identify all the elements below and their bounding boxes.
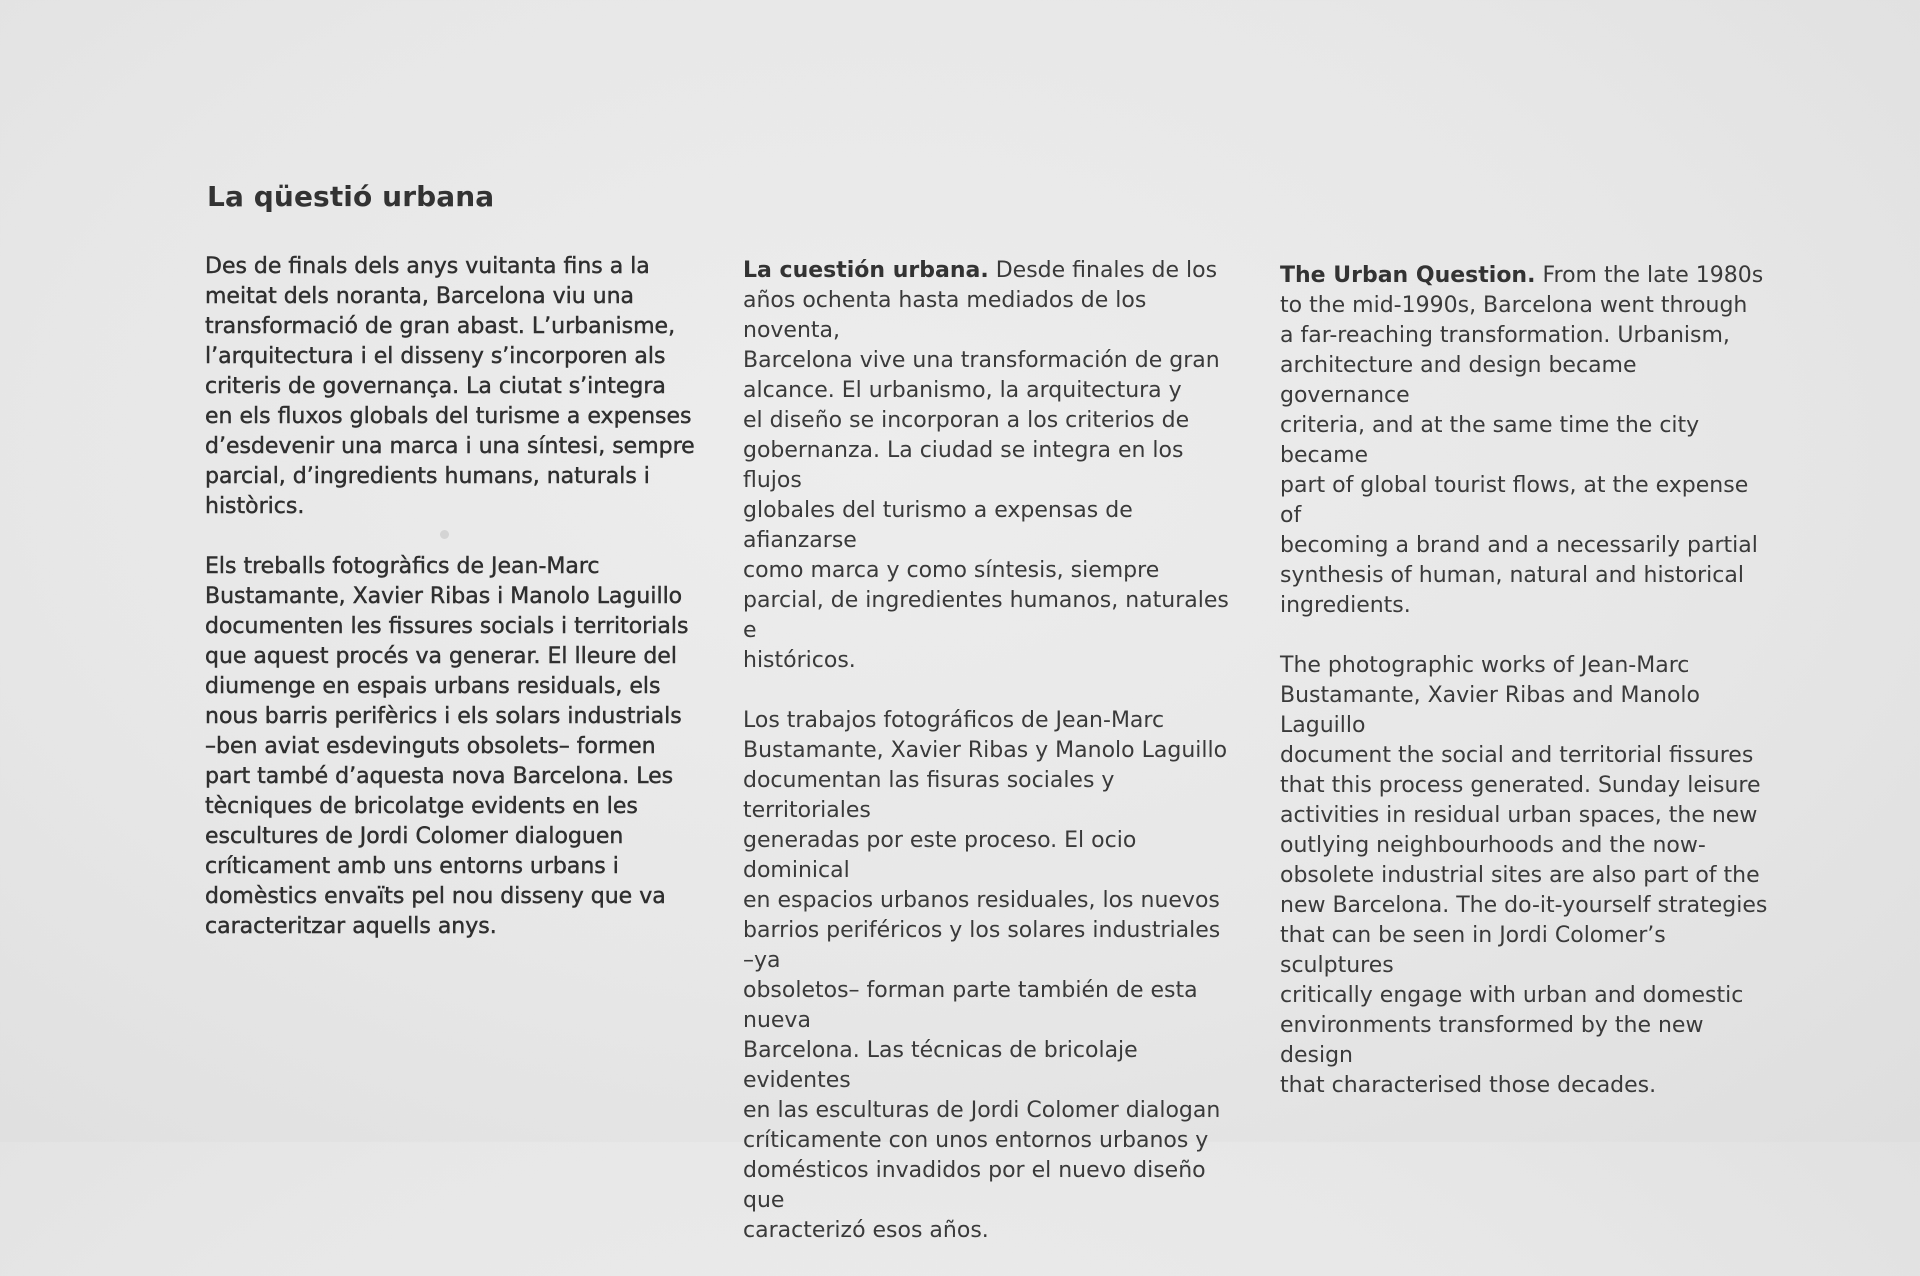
spanish-lead-heading: La cuestión urbana. — [743, 258, 989, 283]
catalan-paragraph-2: Els treballs fotogràfics de Jean-Marc Bustamante, Xavier Ribas i Manolo Laguillo documenten les fissures socials i territorials que aquest procés va generar. El lleure del diumenge en espais urbans residuals, els nous barris perifèrics i els solars industrials –ben aviat esdevinguts obsolets– formen part també d’aquesta nova Barcelona. Les tècniques de bricolatge evidents en les escultures de Jordi Colomer dialoguen críticament amb uns entorns urbans i domèstics envaïts pel nou disseny que va caracteritzar aquells anys. — [205, 554, 689, 939]
catalan-paragraph-1: Des de finals dels anys vuitanta fins a la meitat dels noranta, Barcelona viu una transformació de gran abast. L’urbanisme, l’arquitectura i el disseny s’incorporen als criteris de governança. La ciutat s’integra en els fluxos globals del turisme a expenses d’esdevenir una marca i una síntesi, sempre parcial, d’ingredients humans, naturals i històrics. — [205, 254, 695, 519]
english-paragraph-2: The photographic works of Jean-Marc Bustamante, Xavier Ribas and Manolo Laguillo document the social and territorial fissures that this process generated. Sunday leisure activities in residual urban spaces, the new outlying neighbourhoods and the now- obsolete industrial sites are also part of the new Barcelona. The do-it-yourself strategies that can be seen in Jordi Colomer’s sculptures critically engage with urban and domestic environments transformed by the new design that characterised those decades. — [1280, 653, 1768, 1098]
english-paragraph-1 — [1280, 261, 1770, 621]
panel-title: La qüestió urbana — [207, 180, 495, 213]
spanish-paragraph-2: Los trabajos fotográficos de Jean-Marc Bustamante, Xavier Ribas y Manolo Laguillo documentan las fisuras sociales y territoriales generadas por este proceso. El ocio dominical en espacios urbanos residuales, los nuevos barrios periféricos y los solares industriales –ya obsoletos– forman parte también de esta nueva Barcelona. Las técnicas de bricolaje evidentes en las esculturas de Jordi Colomer dialogan críticamente con unos entornos urbanos y domésticos invadidos por el nuevo diseño que caracterizó esos años. — [743, 708, 1228, 1243]
spanish-paragraph-1 — [743, 256, 1233, 676]
english-column — [1280, 261, 1770, 1131]
catalan-column — [205, 252, 695, 972]
wall-speck — [440, 530, 449, 539]
spanish-column — [743, 256, 1233, 1276]
english-lead-heading: The Urban Question. — [1280, 263, 1536, 288]
english-paragraph-1-text: From the late 1980s to the mid-1990s, Barcelona went through a far-reaching transformation. Urbanism, architecture and design became governance criteria, and at the same time the city became part of global tourist flows, at the expense of becoming a brand and a necessarily partial synthesis of human, natural and historical ingredients. — [1280, 263, 1764, 618]
spanish-paragraph-1-text: Desde finales de los años ochenta hasta mediados de los noventa, Barcelona vive una transformación de gran alcance. El urbanismo, la arquitectura y el diseño se incorporan a los criterios de gobernanza. La ciudad se integra en los flujos globales del turismo a expensas de afianzarse como marca y como síntesis, siempre parcial, de ingredientes humanos, naturales e históricos. — [743, 258, 1229, 673]
